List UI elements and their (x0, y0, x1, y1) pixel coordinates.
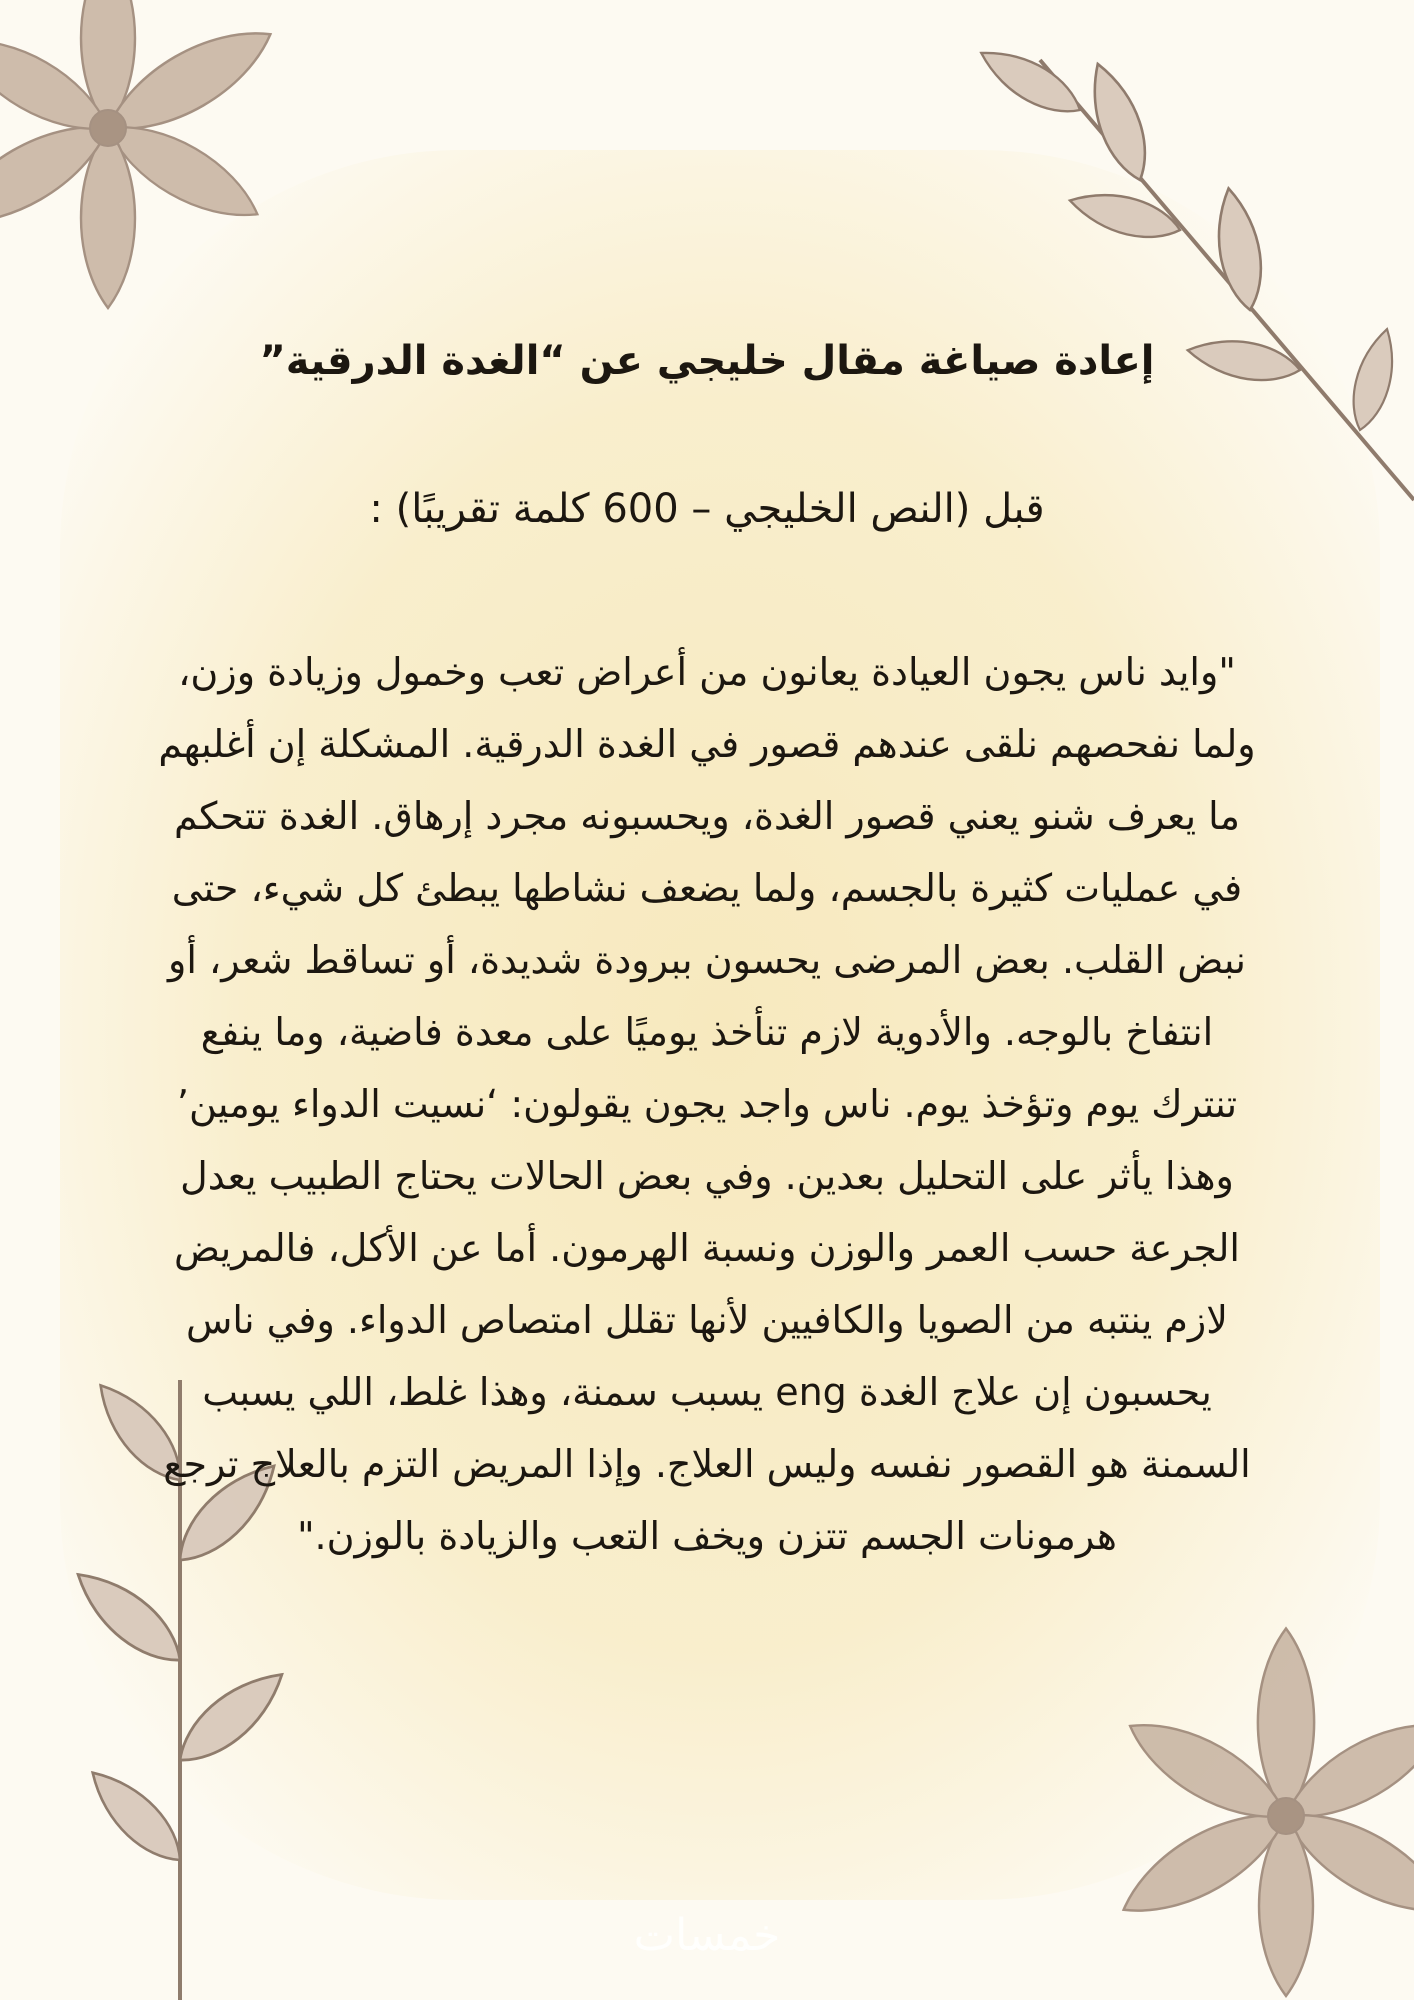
body-line: وهذا يأثر على التحليل بعدين. وفي بعض الحالات يحتاج الطبيب يعدل (180, 1154, 1234, 1198)
body-line: في عمليات كثيرة بالجسم، ولما يضعف نشاطها يبطئ كل شيء، حتى (171, 866, 1243, 910)
body-line: انتفاخ بالوجه. والأدوية لازم تنأخذ يوميًا على معدة فاضية، وما ينفع (200, 1010, 1214, 1054)
body-line: تنترك يوم وتؤخذ يوم. ناس واجد يجون يقولون: ‘نسيت الدواء يومين’ (176, 1082, 1238, 1126)
body-line: ولما نفحصهم نلقى عندهم قصور في الغدة الدرقية. المشكلة إن أغلبهم (158, 722, 1256, 766)
body-line: لازم ينتبه من الصويا والكافيين لأنها تقلل امتصاص الدواء. وفي ناس (186, 1298, 1228, 1342)
body-line: الجرعة حسب العمر والوزن ونسبة الهرمون. أما عن الأكل، فالمريض (174, 1226, 1240, 1270)
article-body (0, 636, 1414, 1572)
body-line: ما يعرف شنو يعني قصور الغدة، ويحسبونه مجرد إرهاق. الغدة تتحكم (173, 794, 1241, 838)
body-line: "وايد ناس يجون العيادة يعانون من أعراض تعب وخمول وزيادة وزن، (178, 650, 1236, 694)
document-title: إعادة صياغة مقال خليجي عن “الغدة الدرقية” (259, 338, 1155, 384)
watermark-logo: خمسات (633, 1910, 781, 1961)
body-line: يحسبون إن علاج الغدة eng يسبب سمنة، وهذا غلط، اللي يسبب (202, 1370, 1212, 1414)
body-line: السمنة هو القصور نفسه وليس العلاج. وإذا المريض التزم بالعلاج ترجع (163, 1442, 1251, 1486)
body-line: هرمونات الجسم تتزن ويخف التعب والزيادة بالوزن." (297, 1514, 1117, 1558)
body-line: نبض القلب. بعض المرضى يحسون ببرودة شديدة، أو تساقط شعر، أو (168, 938, 1246, 982)
document-subtitle: قبل (النص الخليجي – 600 كلمة تقريبًا) : (369, 486, 1045, 532)
